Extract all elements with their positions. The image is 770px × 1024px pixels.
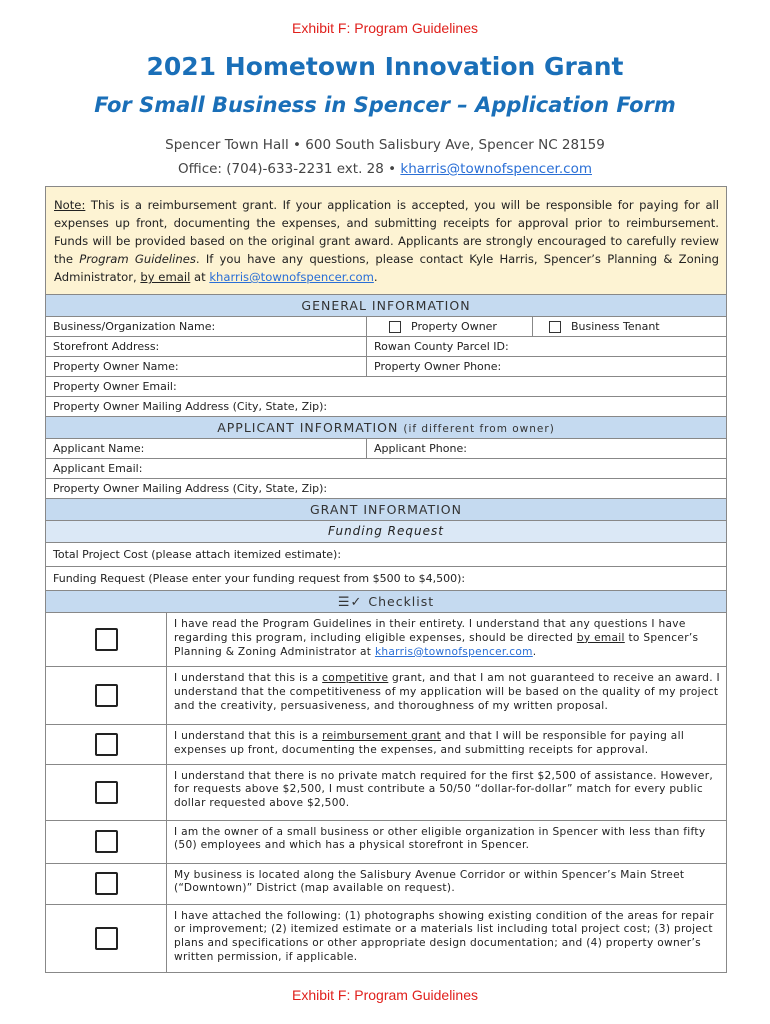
note-guidelines: Program Guidelines — [79, 252, 196, 266]
business-name-field[interactable]: Business/Organization Name: — [46, 317, 367, 336]
checklist-item-text — [167, 864, 726, 904]
checklist-item — [46, 864, 726, 905]
applicant-heading-note: (if different from owner) — [403, 423, 555, 435]
checklist-item — [46, 821, 726, 864]
checklist-item-text — [167, 613, 726, 666]
checklist-heading — [46, 591, 726, 613]
checklist-text-u: competitive — [322, 672, 389, 684]
office-line — [0, 161, 770, 177]
note-by-email: by email — [140, 270, 191, 284]
business-name-row — [46, 317, 726, 337]
checklist-text-u: by email — [576, 631, 625, 644]
checklist-item — [46, 765, 726, 821]
checklist-item — [46, 905, 726, 972]
checklist-text-b: and that I will be responsible for paying all expenses up front, documenting the expenses, and submitting receipts for approval. — [174, 730, 685, 756]
checklist-item — [46, 725, 726, 765]
applicant-info-heading — [46, 417, 726, 439]
checklist-text-a: I have read the Program Guidelines in their entirety. I understand that any questions I have regarding this program, including eligible expenses, should be directed — [174, 618, 686, 644]
owner-email-row — [46, 377, 726, 397]
checklist-checkbox[interactable] — [95, 927, 118, 950]
owner-mailing-field[interactable]: Property Owner Mailing Address (City, State, Zip): — [53, 400, 328, 413]
note-text-2: . If you have any questions, please contact Kyle Harris, Spencer’s Planning & Zoning Administrator, — [54, 252, 719, 284]
checklist-checkbox[interactable] — [95, 781, 118, 804]
owner-name-field[interactable]: Property Owner Name: — [46, 357, 367, 376]
total-cost-field[interactable]: Total Project Cost (please attach itemized estimate): — [53, 548, 342, 561]
checklist-checkbox[interactable] — [95, 733, 118, 756]
checklist-text-a: I understand that this is a — [174, 730, 323, 742]
business-tenant-option[interactable] — [533, 317, 726, 336]
checklist-checkbox[interactable] — [95, 872, 118, 895]
note-email-link[interactable]: kharris@townofspencer.com — [209, 270, 374, 284]
checklist-item-text — [167, 765, 726, 820]
checklist-checkbox[interactable] — [95, 684, 118, 707]
checklist-item — [46, 667, 726, 725]
exhibit-footer: Exhibit F: Program Guidelines — [292, 987, 478, 1003]
checklist-text-a: I understand that there is no private match required for the first $2,500 of assistance. However, for requests above $2,500, I must contribute a 50/50 “dollar-for-dollar” match for every public dollar requested above $2,500. — [174, 769, 714, 810]
checklist-box-cell — [46, 821, 167, 863]
owner-name-row — [46, 357, 726, 377]
checklist-box-cell — [46, 613, 167, 666]
checklist-box-cell — [46, 725, 167, 764]
parcel-id-field[interactable]: Rowan County Parcel ID: — [374, 340, 509, 353]
checklist-text-b: grant, and that I am not guaranteed to receive an award. I understand that the competitiveness of my application will be based on the quality of my project and the creativity, persuasiveness, and thoroughness of my written proposal. — [174, 672, 720, 712]
owner-phone-field[interactable]: Property Owner Phone: — [374, 360, 502, 373]
checklist-box-cell — [46, 765, 167, 820]
applicant-name-row — [46, 439, 726, 459]
checklist-text-link[interactable]: kharris@townofspencer.com — [374, 645, 533, 658]
checklist-box-cell — [46, 667, 167, 724]
funding-request-heading: Funding Request — [46, 521, 726, 543]
checklist-item-text — [167, 725, 726, 764]
checklist — [46, 613, 726, 972]
application-form — [45, 186, 727, 973]
note-text-3: at — [190, 270, 210, 284]
checklist-checkbox[interactable] — [95, 628, 118, 651]
property-owner-option[interactable] — [367, 317, 533, 336]
note-label: Note: — [54, 198, 86, 212]
owner-email-field[interactable]: Property Owner Email: — [53, 380, 177, 393]
funding-request-field[interactable]: Funding Request (Please enter your funding request from $500 to $4,500): — [53, 572, 466, 585]
checklist-heading-text: Checklist — [368, 594, 435, 609]
page-subtitle: For Small Business in Spencer – Application Form — [94, 93, 676, 117]
business-tenant-label: Business Tenant — [571, 320, 660, 333]
office-email-link[interactable]: kharris@townofspencer.com — [400, 161, 592, 177]
business-tenant-checkbox[interactable] — [549, 321, 561, 333]
note-end: . — [373, 270, 378, 284]
address-line: Spencer Town Hall • 600 South Salisbury Ave, Spencer NC 28159 — [165, 137, 605, 153]
total-cost-row — [46, 543, 726, 567]
checklist-text-b: to Spencer’s Planning & Zoning Administrator at — [174, 631, 699, 658]
page-title: 2021 Hometown Innovation Grant — [146, 52, 624, 81]
applicant-email-row — [46, 459, 726, 479]
funding-request-row — [46, 567, 726, 591]
applicant-mailing-row — [46, 479, 726, 499]
checklist-text-a: My business is located along the Salisbury Avenue Corridor or within Spencer’s Main Street (“Downtown)” District (map available on request). — [174, 868, 685, 895]
checklist-text-a: I am the owner of a small business or other eligible organization in Spencer with less than fifty (50) employees and which has a physical storefront in Spencer. — [174, 825, 706, 852]
storefront-row — [46, 337, 726, 357]
note-text: This is a reimbursement grant. If your application is accepted, you will be responsible for paying for all expenses up front, documenting the expenses, and submitting receipts for approval prior to reimbursement. Funds will be provided based on the original grant award. Applicants are strongly encouraged to carefully review the — [54, 198, 719, 266]
checklist-box-cell — [46, 864, 167, 904]
applicant-heading-text: APPLICANT INFORMATION — [217, 420, 399, 435]
checklist-icon: ☰✓ — [337, 595, 363, 610]
storefront-address-field[interactable]: Storefront Address: — [46, 337, 367, 356]
checklist-item-text — [167, 821, 726, 863]
applicant-phone-field[interactable]: Applicant Phone: — [374, 442, 467, 455]
owner-mailing-row — [46, 397, 726, 417]
checklist-box-cell — [46, 905, 167, 972]
applicant-email-field[interactable]: Applicant Email: — [53, 462, 143, 475]
applicant-name-field[interactable]: Applicant Name: — [46, 439, 367, 458]
applicant-mailing-field[interactable]: Property Owner Mailing Address (City, State, Zip): — [53, 482, 328, 495]
checklist-text-a: I understand that this is a — [174, 672, 323, 684]
checklist-checkbox[interactable] — [95, 830, 118, 853]
exhibit-header: Exhibit F: Program Guidelines — [292, 20, 478, 36]
checklist-text-u: reimbursement grant — [322, 730, 442, 742]
property-owner-checkbox[interactable] — [389, 321, 401, 333]
office-phone: Office: (704)-633-2231 ext. 28 • — [178, 161, 401, 177]
note-box — [46, 187, 726, 295]
checklist-text-c: . — [532, 645, 537, 658]
property-owner-label: Property Owner — [411, 320, 497, 333]
grant-info-heading: GRANT INFORMATION — [46, 499, 726, 521]
checklist-item-text — [167, 667, 726, 724]
general-info-heading: GENERAL INFORMATION — [46, 295, 726, 317]
checklist-text-a: I have attached the following: (1) photographs showing existing condition of the areas for repair or improvement; (2) itemized estimate or a materials list including total project cost; (3) project plans and specifications or other appropriate design documentation; and (4) property owner’s written permission, if applicable. — [174, 909, 714, 963]
checklist-item — [46, 613, 726, 667]
checklist-item-text — [167, 905, 726, 972]
